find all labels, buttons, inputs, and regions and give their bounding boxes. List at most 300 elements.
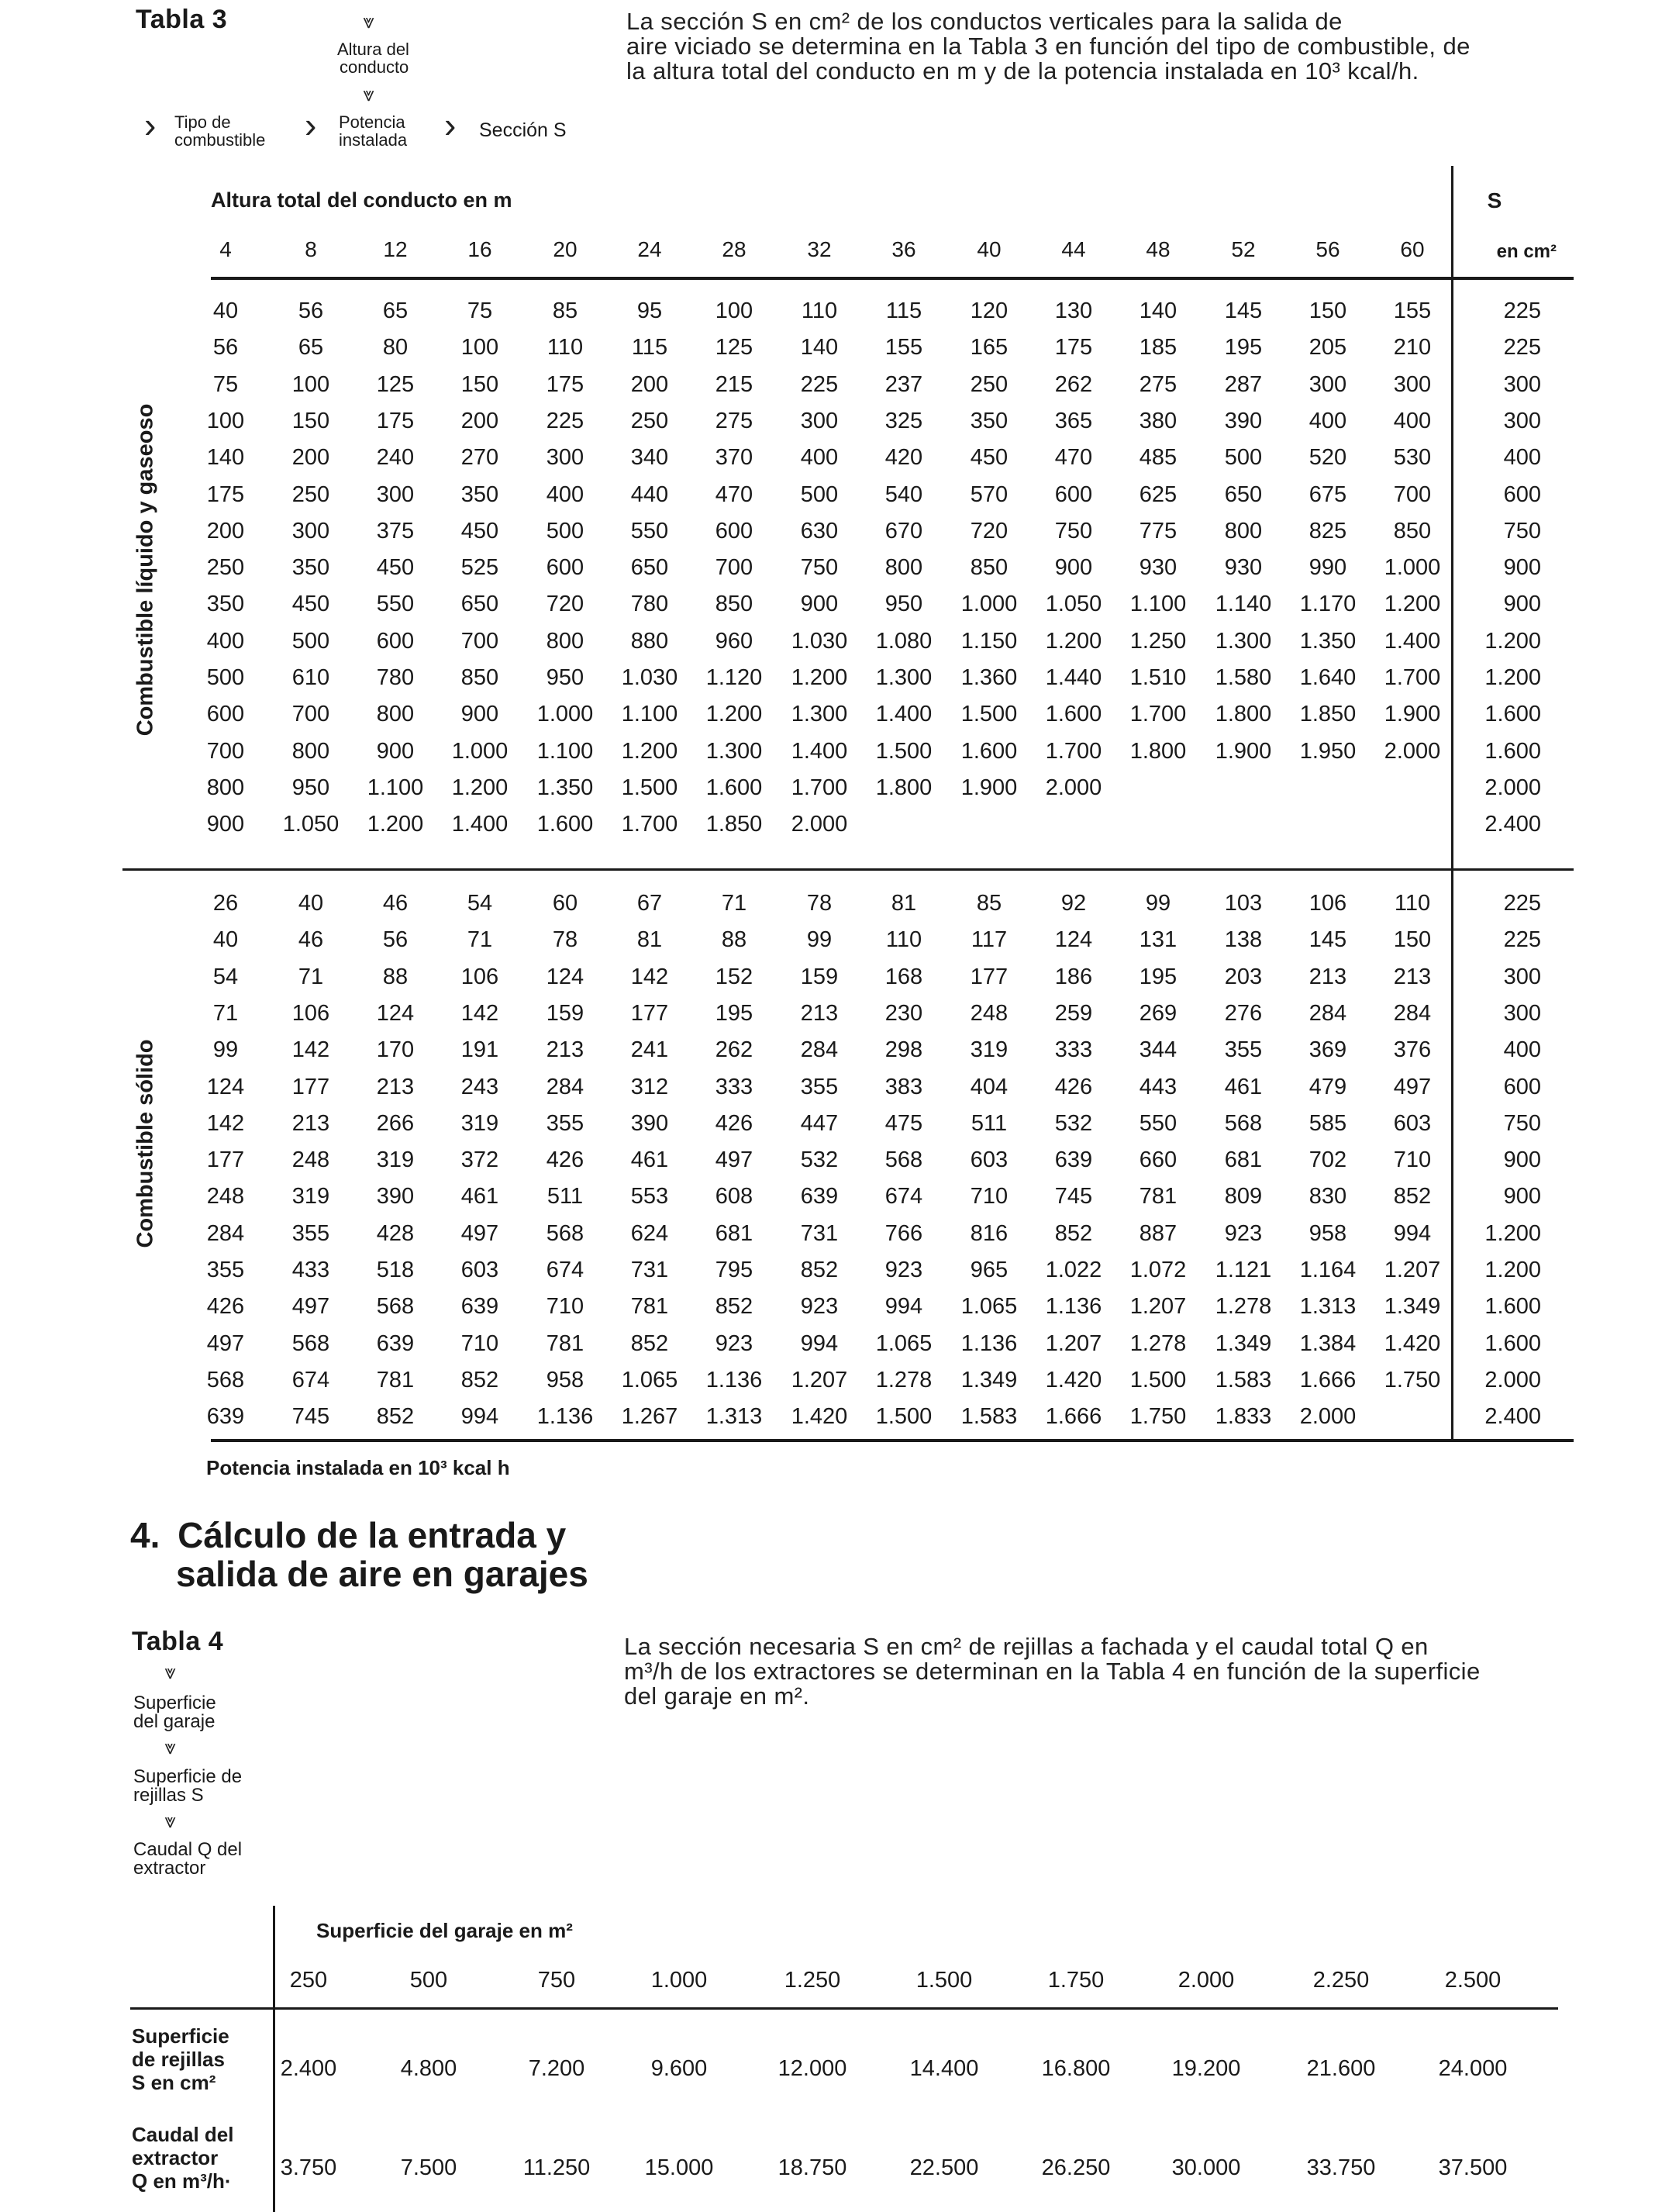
row-label-line: extractor <box>132 2146 219 2169</box>
table-cell: 200 <box>206 519 245 544</box>
table-cell: 177 <box>291 1075 330 1099</box>
table-cell: 355 <box>546 1111 584 1136</box>
rejillas-cell: 12.000 <box>778 2056 847 2081</box>
table-cell: 213 <box>800 1001 839 1026</box>
table-cell: 46 <box>298 927 324 952</box>
table-cell: 300 <box>1308 372 1347 397</box>
table-cell: 639 <box>460 1294 499 1319</box>
table-cell: 420 <box>884 445 923 470</box>
table-cell: 887 <box>1139 1221 1177 1246</box>
table-cell: 1.000 <box>1384 555 1441 580</box>
s-value-cell: 1.600 <box>1484 1294 1541 1319</box>
caudal-cell: 7.500 <box>400 2155 457 2180</box>
table-cell: 40 <box>212 298 239 323</box>
table-cell: 1.000 <box>451 739 509 764</box>
table-cell: 700 <box>291 702 330 726</box>
arrow-down-icon: ⩔ <box>363 9 374 33</box>
table-cell: 56 <box>298 298 324 323</box>
tabla4-description-line: La sección necesaria S en cm² de rejillas a fachada y el caudal total Q en <box>624 1633 1429 1660</box>
table-cell: 67 <box>636 891 663 916</box>
table-cell: 81 <box>636 927 663 952</box>
table-cell: 1.300 <box>705 739 763 764</box>
table-cell: 333 <box>715 1075 753 1099</box>
table-cell: 185 <box>1139 335 1177 360</box>
height-header-cell: 20 <box>553 237 578 261</box>
table-cell: 195 <box>1224 335 1263 360</box>
table-cell: 568 <box>376 1294 415 1319</box>
table-cell: 400 <box>1393 409 1432 433</box>
table-cell: 155 <box>1393 298 1432 323</box>
table-cell: 520 <box>1308 445 1347 470</box>
table-cell: 1.360 <box>960 665 1018 690</box>
table-cell: 1.050 <box>1045 592 1102 616</box>
header-rule <box>211 277 1574 280</box>
table-cell: 150 <box>1393 927 1432 952</box>
table-cell: 900 <box>206 812 245 837</box>
table-cell: 900 <box>800 592 839 616</box>
rejillas-cell: 19.200 <box>1171 2056 1241 2081</box>
table-cell: 275 <box>715 409 753 433</box>
table-cell: 994 <box>884 1294 923 1319</box>
table-cell: 852 <box>460 1368 499 1392</box>
table-cell: 700 <box>1393 482 1432 507</box>
section-title-line1: Cálculo de la entrada y <box>178 1515 567 1555</box>
flow-altura-line2: conducto <box>340 57 409 77</box>
table-cell: 500 <box>291 629 330 654</box>
table-cell: 400 <box>206 629 245 654</box>
caudal-cell: 18.750 <box>778 2155 847 2180</box>
table-cell: 100 <box>715 298 753 323</box>
table-cell: 213 <box>376 1075 415 1099</box>
table-cell: 117 <box>971 927 1008 952</box>
table-cell: 131 <box>1139 927 1177 952</box>
table-cell: 1.200 <box>1045 629 1102 654</box>
tabla3-description-line: aire viciado se determina en la Tabla 3 en función del tipo de combustible, de <box>626 33 1471 60</box>
arrow-down-icon: ⩔ <box>363 82 374 105</box>
table-cell: 532 <box>800 1147 839 1172</box>
table-cell: 1.207 <box>1045 1331 1102 1356</box>
height-header-cell: 4 <box>219 237 232 261</box>
table-cell: 390 <box>376 1184 415 1209</box>
table-cell: 450 <box>291 592 330 616</box>
table-cell: 250 <box>970 372 1009 397</box>
table-cell: 1.100 <box>536 739 594 764</box>
table-cell: 780 <box>630 592 669 616</box>
table-cell: 603 <box>970 1147 1009 1172</box>
table-cell: 215 <box>715 372 753 397</box>
table-cell: 130 <box>1054 298 1093 323</box>
row-label-line: Q en m³/h· <box>132 2169 232 2193</box>
table-cell: 319 <box>460 1111 499 1136</box>
table-cell: 470 <box>715 482 753 507</box>
table-cell: 60 <box>552 891 578 916</box>
table-cell: 800 <box>376 702 415 726</box>
group-label-liquid: Combustible líquido y gaseoso <box>133 403 158 737</box>
table-cell: 65 <box>382 298 409 323</box>
table-cell: 570 <box>970 482 1009 507</box>
table-cell: 56 <box>212 335 239 360</box>
table-cell: 1.400 <box>1384 629 1441 654</box>
table-cell: 1.900 <box>1215 739 1272 764</box>
table-cell: 600 <box>715 519 753 544</box>
table-cell: 26 <box>212 891 239 916</box>
table-cell: 1.600 <box>1045 702 1102 726</box>
table-cell: 511 <box>546 1184 584 1209</box>
tabla4-title: Tabla 4 <box>132 1627 224 1656</box>
table-cell: 1.700 <box>1045 739 1102 764</box>
table-cell: 497 <box>715 1147 753 1172</box>
table-cell: 550 <box>1139 1111 1177 1136</box>
table-cell: 511 <box>971 1111 1008 1136</box>
row-label-line: de rejillas <box>132 2048 225 2071</box>
table-cell: 138 <box>1224 927 1263 952</box>
table-cell: 284 <box>206 1221 245 1246</box>
table-cell: 568 <box>206 1368 245 1392</box>
table-cell: 177 <box>206 1147 245 1172</box>
tabla3-description-line: la altura total del conducto en m y de la potencia instalada en 10³ kcal/h. <box>626 57 1419 85</box>
table-cell: 262 <box>1054 372 1093 397</box>
table-cell: 475 <box>884 1111 923 1136</box>
table-cell: 731 <box>630 1258 669 1282</box>
table-cell: 275 <box>1139 372 1177 397</box>
caudal-cell: 37.500 <box>1438 2155 1508 2180</box>
table-cell: 500 <box>800 482 839 507</box>
table-cell: 1.278 <box>1129 1331 1187 1356</box>
table-cell: 106 <box>460 965 499 989</box>
table-cell: 95 <box>636 298 663 323</box>
table-cell: 800 <box>546 629 584 654</box>
table-cell: 852 <box>800 1258 839 1282</box>
table-cell: 175 <box>546 372 584 397</box>
table-cell: 702 <box>1308 1147 1347 1172</box>
table-cell: 674 <box>884 1184 923 1209</box>
table-cell: 350 <box>291 555 330 580</box>
table-cell: 110 <box>801 298 838 323</box>
section-title-line2: salida de aire en garajes <box>176 1554 588 1594</box>
table-cell: 497 <box>460 1221 499 1246</box>
table-cell: 2.000 <box>1299 1404 1357 1429</box>
table-cell: 675 <box>1308 482 1347 507</box>
table-cell: 145 <box>1224 298 1263 323</box>
table-cell: 624 <box>630 1221 669 1246</box>
caudal-cell: 3.750 <box>280 2155 337 2180</box>
table-cell: 720 <box>546 592 584 616</box>
table-cell: 1.200 <box>451 775 509 800</box>
table-cell: 900 <box>376 739 415 764</box>
table-cell: 110 <box>546 335 584 360</box>
surface-header-cell: 2.000 <box>1177 1968 1235 1993</box>
table-cell: 200 <box>460 409 499 433</box>
table-cell: 1.200 <box>791 665 848 690</box>
table-cell: 795 <box>715 1258 753 1282</box>
table-cell: 372 <box>460 1147 499 1172</box>
s-value-cell: 900 <box>1503 555 1541 580</box>
table-cell: 125 <box>376 372 415 397</box>
table-cell: 780 <box>376 665 415 690</box>
table-cell: 200 <box>630 372 669 397</box>
table-cell: 319 <box>291 1184 330 1209</box>
height-header-cell: 52 <box>1231 237 1256 261</box>
table-cell: 390 <box>630 1111 669 1136</box>
table-cell: 1.121 <box>1215 1258 1272 1282</box>
table-cell: 461 <box>1224 1075 1263 1099</box>
table-cell: 300 <box>1393 372 1432 397</box>
row-label-line: Superficie <box>132 2024 229 2048</box>
table-cell: 71 <box>721 891 747 916</box>
s-value-cell: 1.200 <box>1484 629 1541 654</box>
s-value-cell: 400 <box>1503 445 1541 470</box>
table-cell: 177 <box>630 1001 669 1026</box>
table-cell: 1.136 <box>1045 1294 1102 1319</box>
rejillas-cell: 7.200 <box>528 2056 585 2081</box>
table-cell: 120 <box>970 298 1009 323</box>
tabla3-description-line: La sección S en cm² de los conductos verticales para la salida de <box>626 8 1343 35</box>
rejillas-cell: 2.400 <box>280 2056 337 2081</box>
s-value-cell: 1.600 <box>1484 739 1541 764</box>
height-header-cell: 12 <box>383 237 408 261</box>
s-value-cell: 1.600 <box>1484 702 1541 726</box>
table-cell: 1.150 <box>960 629 1018 654</box>
surface-header-cell: 1.500 <box>915 1968 973 1993</box>
table-cell: 325 <box>884 409 923 433</box>
table-cell: 650 <box>630 555 669 580</box>
arrow-down-icon: ⩔ <box>164 1660 176 1683</box>
table-cell: 1.349 <box>1384 1294 1441 1319</box>
tabla3-title: Tabla 3 <box>136 5 228 34</box>
height-header-cell: 8 <box>305 237 317 261</box>
table-cell: 270 <box>460 445 499 470</box>
table-cell: 191 <box>460 1037 499 1062</box>
table-cell: 600 <box>546 555 584 580</box>
table-cell: 965 <box>970 1258 1009 1282</box>
table-cell: 355 <box>206 1258 245 1282</box>
rejillas-cell: 9.600 <box>650 2056 708 2081</box>
table-cell: 1.278 <box>1215 1294 1272 1319</box>
s-value-cell: 900 <box>1503 1147 1541 1172</box>
table-cell: 240 <box>376 445 415 470</box>
table-cell: 300 <box>546 445 584 470</box>
table-cell: 369 <box>1308 1037 1347 1062</box>
table-cell: 1.510 <box>1129 665 1187 690</box>
flow-caudal-line1: Caudal Q del <box>133 1839 243 1860</box>
table-cell: 225 <box>546 409 584 433</box>
table-cell: 71 <box>467 927 493 952</box>
table-cell: 450 <box>376 555 415 580</box>
table-cell: 850 <box>970 555 1009 580</box>
table-cell: 1.420 <box>1045 1368 1102 1392</box>
s-value-cell: 300 <box>1503 409 1541 433</box>
height-header-cell: 44 <box>1061 237 1086 261</box>
table-cell: 284 <box>800 1037 839 1062</box>
table-cell: 142 <box>460 1001 499 1026</box>
table-cell: 71 <box>212 1001 239 1026</box>
s-value-cell: 900 <box>1503 592 1541 616</box>
row-label-line: S en cm² <box>132 2071 216 2094</box>
table-cell: 124 <box>546 965 584 989</box>
table-cell: 1.200 <box>367 812 424 837</box>
table-cell: 1.300 <box>1215 629 1272 654</box>
rejillas-cell: 21.600 <box>1306 2056 1376 2081</box>
table-cell: 1.030 <box>621 665 678 690</box>
table-cell: 1.030 <box>791 629 848 654</box>
table-cell: 950 <box>884 592 923 616</box>
table-cell: 400 <box>546 482 584 507</box>
table-cell: 550 <box>376 592 415 616</box>
table-cell: 103 <box>1224 891 1263 916</box>
s-value-cell: 1.200 <box>1484 1258 1541 1282</box>
table-cell: 92 <box>1060 891 1087 916</box>
table-cell: 500 <box>1224 445 1263 470</box>
s-value-cell: 600 <box>1503 1075 1541 1099</box>
table-cell: 639 <box>800 1184 839 1209</box>
height-header-cell: 56 <box>1315 237 1340 261</box>
table-cell: 550 <box>630 519 669 544</box>
table-cell: 745 <box>291 1404 330 1429</box>
table-cell: 350 <box>206 592 245 616</box>
table-cell: 852 <box>630 1331 669 1356</box>
arrow-right-icon: › <box>305 105 317 145</box>
table-cell: 376 <box>1393 1037 1432 1062</box>
height-header-cell: 36 <box>891 237 916 261</box>
table-cell: 99 <box>212 1037 239 1062</box>
flow-superficie-line2: del garaje <box>133 1711 215 1732</box>
table-cell: 1.420 <box>791 1404 848 1429</box>
table-cell: 1.207 <box>1129 1294 1187 1319</box>
table-cell: 1.136 <box>705 1368 763 1392</box>
table-cell: 390 <box>1224 409 1263 433</box>
s-value-cell: 225 <box>1503 927 1541 952</box>
table-cell: 54 <box>467 891 493 916</box>
surface-header-cell: 1.750 <box>1047 1968 1105 1993</box>
flow-caudal-line2: extractor <box>133 1858 206 1879</box>
table-cell: 155 <box>884 335 923 360</box>
table-cell: 284 <box>1308 1001 1347 1026</box>
table-cell: 639 <box>206 1404 245 1429</box>
table-cell: 380 <box>1139 409 1177 433</box>
table-cell: 900 <box>460 702 499 726</box>
table-cell: 1.000 <box>536 702 594 726</box>
table-cell: 923 <box>715 1331 753 1356</box>
table-cell: 1.900 <box>960 775 1018 800</box>
table-cell: 1.000 <box>960 592 1018 616</box>
surface-header-cell: 750 <box>537 1968 576 1993</box>
row-label-line: Caudal del <box>132 2123 234 2146</box>
table-cell: 115 <box>631 335 668 360</box>
table-cell: 1.080 <box>875 629 933 654</box>
table-cell: 1.200 <box>1384 592 1441 616</box>
table-cell: 1.200 <box>621 739 678 764</box>
table-cell: 426 <box>206 1294 245 1319</box>
table-cell: 1.700 <box>791 775 848 800</box>
table-cell: 269 <box>1139 1001 1177 1026</box>
table-cell: 1.900 <box>1384 702 1441 726</box>
table-cell: 1.313 <box>1299 1294 1357 1319</box>
table-cell: 150 <box>1308 298 1347 323</box>
table-cell: 1.420 <box>1384 1331 1441 1356</box>
table-cell: 85 <box>976 891 1002 916</box>
table-cell: 300 <box>291 519 330 544</box>
s-value-cell: 1.200 <box>1484 1221 1541 1246</box>
flow-altura-line1: Altura del <box>337 40 409 59</box>
table-cell: 195 <box>715 1001 753 1026</box>
s-value-cell: 225 <box>1503 298 1541 323</box>
table-cell: 930 <box>1139 555 1177 580</box>
table-cell: 800 <box>291 739 330 764</box>
section4-heading <box>130 1516 566 1555</box>
table-cell: 923 <box>800 1294 839 1319</box>
table-cell: 287 <box>1224 372 1263 397</box>
table-cell: 1.850 <box>705 812 763 837</box>
table-cell: 485 <box>1139 445 1177 470</box>
table-cell: 1.500 <box>621 775 678 800</box>
surface-header-cell: 2.500 <box>1444 1968 1502 1993</box>
s-value-cell: 750 <box>1503 1111 1541 1136</box>
table-cell: 210 <box>1393 335 1432 360</box>
table-cell: 344 <box>1139 1037 1177 1062</box>
table-cell: 781 <box>1139 1184 1177 1209</box>
height-header-cell: 24 <box>637 237 662 261</box>
surface-header-cell: 1.000 <box>650 1968 708 1993</box>
table-cell: 958 <box>1308 1221 1347 1246</box>
table-cell: 994 <box>1393 1221 1432 1246</box>
table-cell: 1.267 <box>621 1404 678 1429</box>
table-cell: 124 <box>376 1001 415 1026</box>
table-cell: 950 <box>291 775 330 800</box>
tabla3-description <box>626 9 1557 84</box>
table-cell: 447 <box>800 1111 839 1136</box>
table-cell: 852 <box>1054 1221 1093 1246</box>
table-cell: 1.065 <box>960 1294 1018 1319</box>
table-cell: 568 <box>884 1147 923 1172</box>
table-cell: 100 <box>291 372 330 397</box>
arrow-down-icon: ⩔ <box>164 1735 176 1758</box>
table-cell: 276 <box>1224 1001 1263 1026</box>
table-cell: 608 <box>715 1184 753 1209</box>
table-cell: 850 <box>460 665 499 690</box>
table-cell: 150 <box>460 372 499 397</box>
table-cell: 46 <box>382 891 409 916</box>
table-cell: 900 <box>1054 555 1093 580</box>
table-cell: 350 <box>970 409 1009 433</box>
table-cell: 1.050 <box>282 812 340 837</box>
row-label-caudal <box>132 2123 233 2193</box>
s-value-cell: 900 <box>1503 1184 1541 1209</box>
table-cell: 470 <box>1054 445 1093 470</box>
table-cell: 745 <box>1054 1184 1093 1209</box>
table-cell: 497 <box>291 1294 330 1319</box>
table-cell: 71 <box>298 965 324 989</box>
table-cell: 213 <box>1393 965 1432 989</box>
table-cell: 600 <box>1054 482 1093 507</box>
table-cell: 700 <box>715 555 753 580</box>
table-cell: 65 <box>298 335 324 360</box>
table-cell: 1.350 <box>536 775 594 800</box>
table-cell: 731 <box>800 1221 839 1246</box>
table-cell: 852 <box>715 1294 753 1319</box>
table-cell: 710 <box>1393 1147 1432 1172</box>
s-value-cell: 1.600 <box>1484 1331 1541 1356</box>
table-cell: 40 <box>298 891 324 916</box>
s-value-cell: 2.400 <box>1484 812 1541 837</box>
table-cell: 100 <box>460 335 499 360</box>
flow-potencia-line2: instalada <box>339 130 408 150</box>
height-header-cell: 40 <box>977 237 1002 261</box>
table-cell: 80 <box>382 335 409 360</box>
table-cell: 85 <box>552 298 578 323</box>
table-cell: 1.750 <box>1384 1368 1441 1392</box>
table-cell: 568 <box>1224 1111 1263 1136</box>
table-cell: 248 <box>206 1184 245 1209</box>
